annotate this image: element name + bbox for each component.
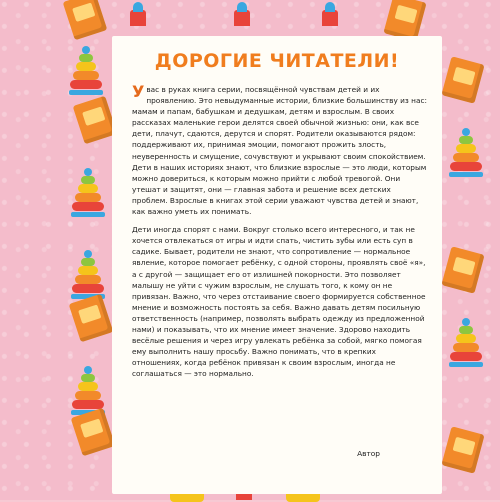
castle-icon — [130, 10, 146, 26]
book-icon — [63, 0, 108, 40]
pyramid-toy-icon — [70, 46, 102, 96]
pyramid-toy-icon — [72, 250, 104, 300]
pyramid-toy-icon — [450, 128, 482, 178]
paragraph-intro-text: вас в руках книга серии, посвящённой чувствам детей и их проявлению. Это невыдуманные истории, близкие большинству из нас: мамам и папам, бабушкам и дедушкам, детям и взрослым. В своих рассказах маленькие герои делятся своей обычной жизнью: они, как все дети, плачут, сдаются, дерутся и спорят. Родители оказываются рядом: поддерживают их, принимая эмоции, помогают прожить злость, неуверенность и смущение, сочувствуют и укрывают своим спокойствием. Дети в наших историях знают, что близкие взрослые — это люди, которым можно довериться, к которым можно прийти с любой тревогой. Они утешат и защитят, они — главная забота и решение всех детских проблем. Взрослые в книгах этой серии уважают чувства детей и знают, как важно уметь их понимать. — [132, 85, 427, 217]
drop-cap: У — [132, 82, 145, 101]
castle-icon — [322, 10, 338, 26]
letter-body — [132, 84, 428, 379]
author-signature: Автор — [357, 449, 380, 458]
pyramid-toy-icon — [72, 168, 104, 218]
book-icon — [69, 294, 114, 343]
paragraph-disagreement-text: Дети иногда спорят с нами. Вокруг столько всего интересного, и так не хочется отвлекаться от игры и идти спать, чистить зубы или есть суп в садике. Бывает, родители не знают, что сопротивление — нормальное явление, которое помогает ребёнку, с одной стороны, проявлять своё «я», а с другой — защищает его от излишней покорности. Это позволяет малышу не уйти с чужим взрослым, не слушать того, к кому он не привязан. Важно, что через отстаивание своего формируется собственное мнение и возможность постоять за себя. Важно давать детям посильную ответственность (например, позволять выбрать одежду из предложенной нами) и показывать, что их мнение имеет значение. Здорово находить весёлые решения и через игру увлекать ребёнка за собой, мягко помогая ему выполнить нашу просьбу. Важно понимать, что в крепких отношениях, когда ребёнок привязан к своим взрослым, иногда не соглашаться — это нормально. — [132, 225, 426, 379]
page-title: ДОРОГИЕ ЧИТАТЕЛИ! — [154, 50, 400, 72]
book-icon — [73, 96, 118, 145]
letter-page — [112, 36, 442, 494]
pyramid-toy-icon — [450, 318, 482, 368]
book-icon — [441, 56, 484, 103]
book-icon — [441, 426, 484, 473]
paragraph-disagreement — [132, 224, 428, 379]
paragraph-intro — [132, 84, 428, 217]
book-icon — [441, 246, 484, 293]
castle-icon — [234, 10, 250, 26]
book-icon — [71, 408, 116, 457]
